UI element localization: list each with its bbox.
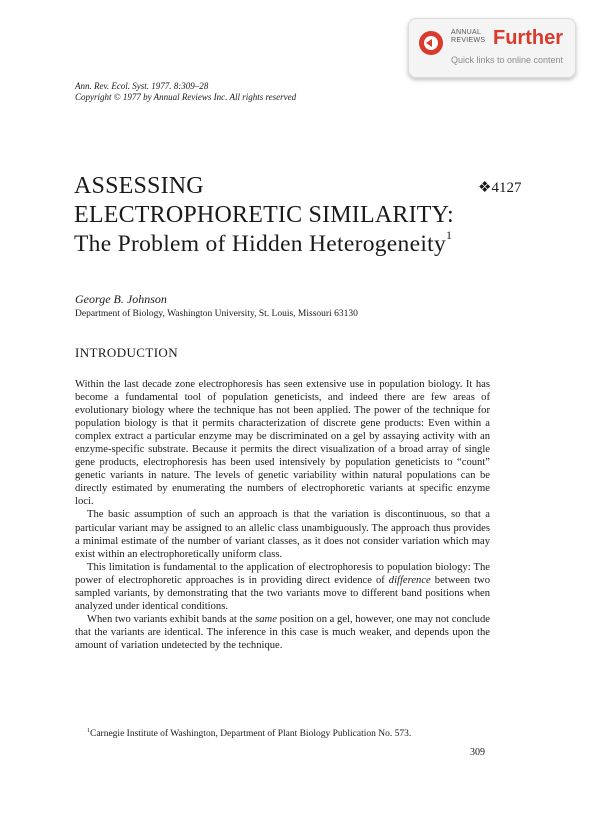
title-line-3 [74,230,454,259]
footnote-mark: 1 [87,727,90,734]
banner-reviews-label: REVIEWS [451,37,486,44]
page-number: 309 [470,747,485,758]
paragraph-4-emphasis: same [255,613,277,625]
author-name: George B. Johnson [75,292,167,306]
author-affiliation: Department of Biology, Washington University, St. Louis, Missouri 63130 [75,309,358,319]
paragraph-4 [75,613,490,652]
subtitle-text: The Problem of Hidden Heterogeneity [74,231,447,257]
paragraph-3-text-end: between two sampled variants, by demonstrating that the two variants move to different band positions when analyzed under identical conditions. [75,574,490,612]
section-heading: INTRODUCTION [75,345,179,360]
paragraph-2: The basic assumption of such an approach is that the variation is discontinuous, so that a particular variant may be assigned to an allelic class unambiguously. The approach thus provides a minimal estimate of the number of variant classes, as it does not consider variation which may exist within an electrophoretically uniform class. [75,509,490,560]
footnote [87,729,411,739]
banner-quick-links-label: Quick links to online content [451,55,564,65]
paragraph-1: Within the last decade zone electrophoresis has seen extensive use in population biology. It has become a fundamental tool of population geneticists, and indeed there are few areas of evolutionary biology where the technique has not been applied. The power of the technique for population biology is that it permits characterization of discrete gene products: Even within a complex extract a particular enzyme may be discriminated on a gel by assaying activity with an enzyme-specific substrate. Because it permits the direct visualization of a broad array of single gene products, electrophoresis has been used intensively by population geneticists to “count” genetic variants in nature. The levels of genetic variability within natural populations can be directly estimated by enumerating the numbers of electrophoretic variants at specific enzyme loci. [75,379,490,508]
article-title [74,172,454,259]
paragraph-4-text: When two variants exhibit bands at the [87,613,256,625]
paragraph-3-text: This limitation is fundamental to the application of electrophoresis to population biology: The power of electrophoretic approaches is in providing direct evidence of [75,561,490,586]
title-line-1: ASSESSING [74,173,204,199]
journal-citation: Ann. Rev. Ecol. Syst. 1977. 8:309–28 [75,81,209,91]
paragraph-4-text-end: position on a gel, however, one may not conclude that the variants are identical. The inference in this case is much weaker, and depends upon the amount of variation undetected by the technique. [75,613,490,651]
title-line-2: ELECTROPHORETIC SIMILARITY: [74,202,454,228]
banner-further-label: Further [493,27,563,49]
banner-annual-label: ANNUAL [451,29,482,36]
annual-reviews-logo-icon [419,31,443,55]
footnote-text: Carnegie Institute of Washington, Department of Plant Biology Publication No. 573. [90,729,412,739]
annual-reviews-further-banner[interactable] [408,18,576,78]
journal-header [75,81,296,103]
paragraph-3 [75,561,490,613]
article-id: ❖4127 [478,180,522,196]
paragraph-3-emphasis: difference [388,574,431,586]
copyright-notice: Copyright © 1977 by Annual Reviews Inc. All rights reserved [75,92,297,102]
body-text [75,378,490,652]
title-footnote-mark: 1 [446,228,453,243]
